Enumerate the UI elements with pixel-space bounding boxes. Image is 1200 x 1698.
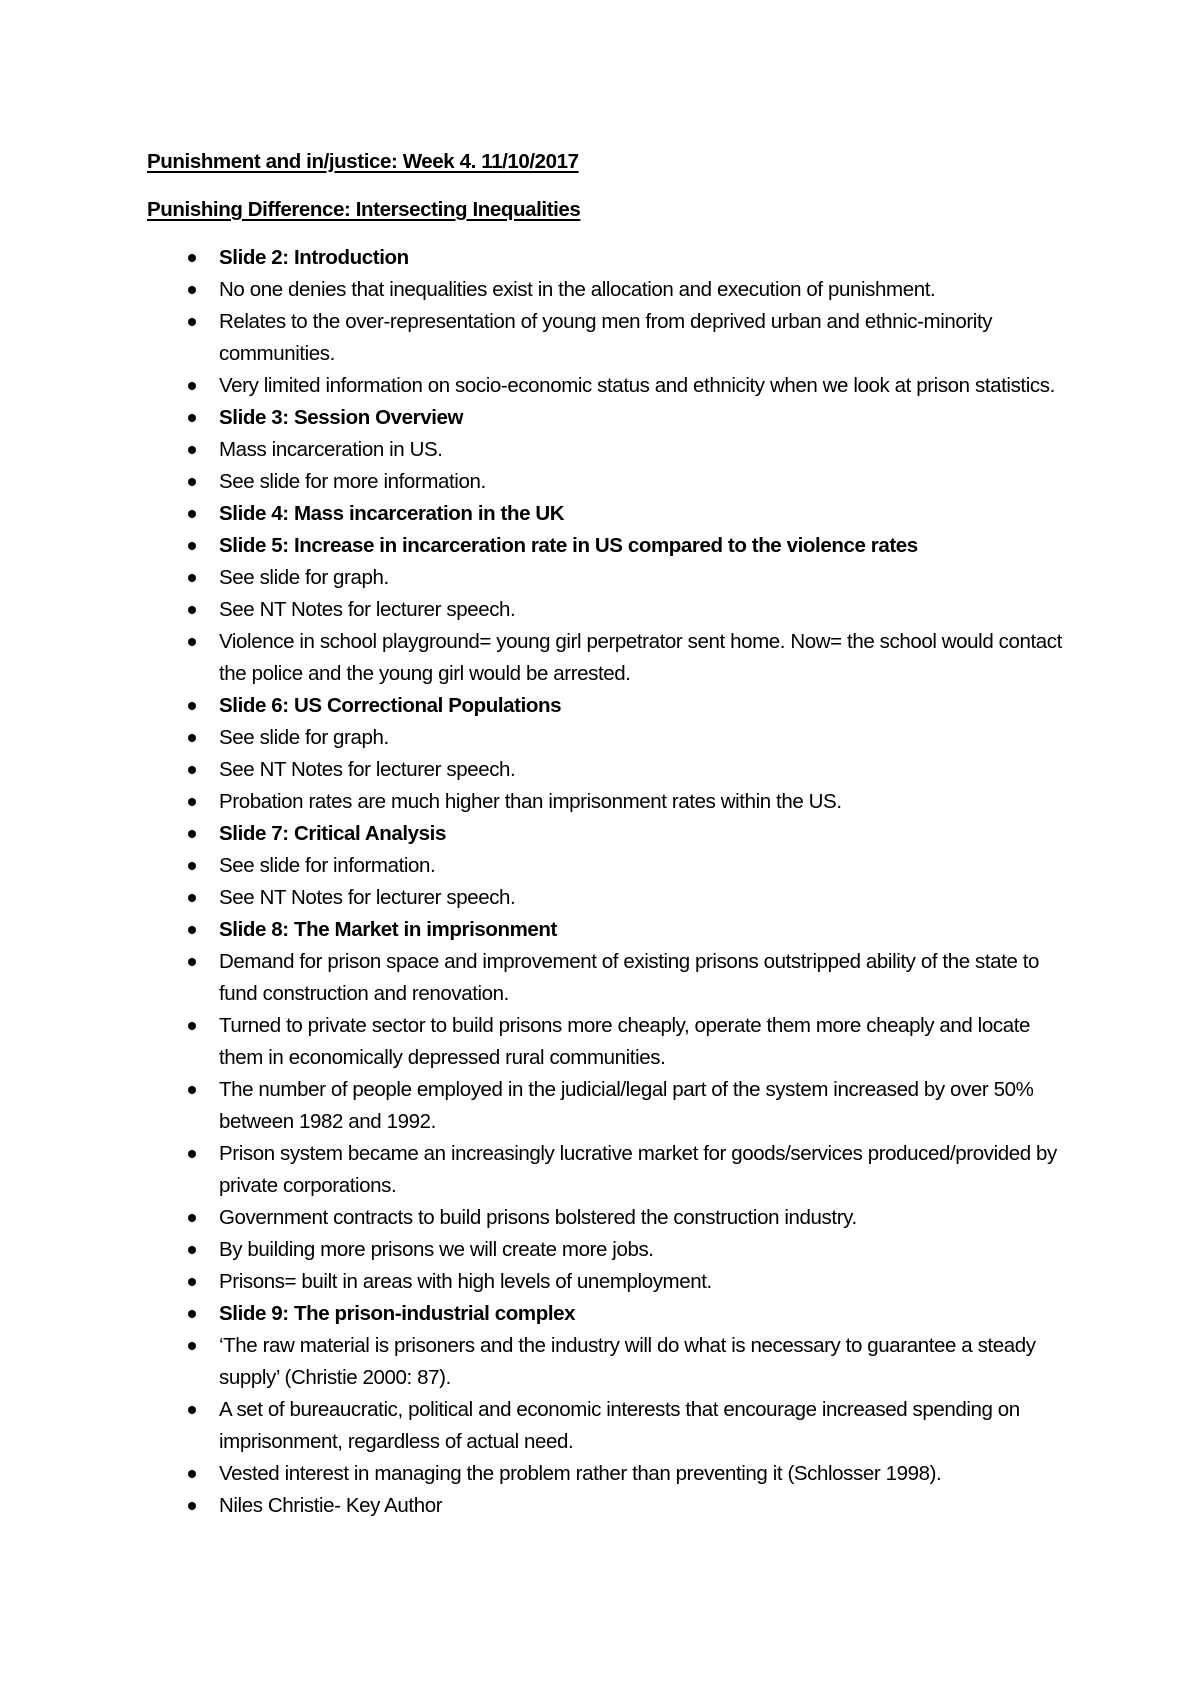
note-item: Violence in school playground= young girl perpetrator sent home. Now= the school would contact the police and the young girl would be arrested. xyxy=(147,626,1067,690)
note-item: ‘The raw material is prisoners and the industry will do what is necessary to guarantee a steady supply’ (Christie 2000: 87). xyxy=(147,1330,1067,1394)
note-item: Vested interest in managing the problem rather than preventing it (Schlosser 1998). xyxy=(147,1458,1067,1490)
note-item: Mass incarceration in US. xyxy=(147,434,1067,466)
note-item: Niles Christie- Key Author xyxy=(147,1490,1067,1522)
note-item: See NT Notes for lecturer speech. xyxy=(147,754,1067,786)
slide-heading-item: Slide 7: Critical Analysis xyxy=(147,818,1067,850)
note-item: Turned to private sector to build prisons more cheaply, operate them more cheaply and locate them in economically depressed rural communities. xyxy=(147,1010,1067,1074)
note-item: A set of bureaucratic, political and economic interests that encourage increased spending on imprisonment, regardless of actual need. xyxy=(147,1394,1067,1458)
slide-heading-item: Slide 8: The Market in imprisonment xyxy=(147,914,1067,946)
note-item: See NT Notes for lecturer speech. xyxy=(147,594,1067,626)
document-title: Punishment and in/justice: Week 4. 11/10/2017 xyxy=(147,150,579,173)
note-item: See slide for information. xyxy=(147,850,1067,882)
note-item: See NT Notes for lecturer speech. xyxy=(147,882,1067,914)
note-item: See slide for more information. xyxy=(147,466,1067,498)
note-item: The number of people employed in the judicial/legal part of the system increased by over 50% between 1982 and 1992. xyxy=(147,1074,1067,1138)
note-item: Very limited information on socio-economic status and ethnicity when we look at prison statistics. xyxy=(147,370,1067,402)
note-item: Probation rates are much higher than imprisonment rates within the US. xyxy=(147,786,1067,818)
slide-heading-item: Slide 3: Session Overview xyxy=(147,402,1067,434)
note-item: Government contracts to build prisons bolstered the construction industry. xyxy=(147,1202,1067,1234)
note-item: Prison system became an increasingly lucrative market for goods/services produced/provided by private corporations. xyxy=(147,1138,1067,1202)
slide-heading-item: Slide 4: Mass incarceration in the UK xyxy=(147,498,1067,530)
note-item: No one denies that inequalities exist in the allocation and execution of punishment. xyxy=(147,274,1067,306)
slide-heading-item: Slide 2: Introduction xyxy=(147,242,1067,274)
document-subtitle: Punishing Difference: Intersecting Inequalities xyxy=(147,198,581,221)
note-item: See slide for graph. xyxy=(147,722,1067,754)
slide-heading-item: Slide 5: Increase in incarceration rate in US compared to the violence rates xyxy=(147,530,1067,562)
note-item: See slide for graph. xyxy=(147,562,1067,594)
note-item: Prisons= built in areas with high levels of unemployment. xyxy=(147,1266,1067,1298)
slide-heading-item: Slide 6: US Correctional Populations xyxy=(147,690,1067,722)
bullet-list xyxy=(147,242,1067,1522)
note-item: Demand for prison space and improvement of existing prisons outstripped ability of the state to fund construction and renovation. xyxy=(147,946,1067,1010)
slide-heading-item: Slide 9: The prison-industrial complex xyxy=(147,1298,1067,1330)
document-body xyxy=(147,146,1067,1522)
note-item: Relates to the over-representation of young men from deprived urban and ethnic-minority communities. xyxy=(147,306,1067,370)
note-item: By building more prisons we will create more jobs. xyxy=(147,1234,1067,1266)
